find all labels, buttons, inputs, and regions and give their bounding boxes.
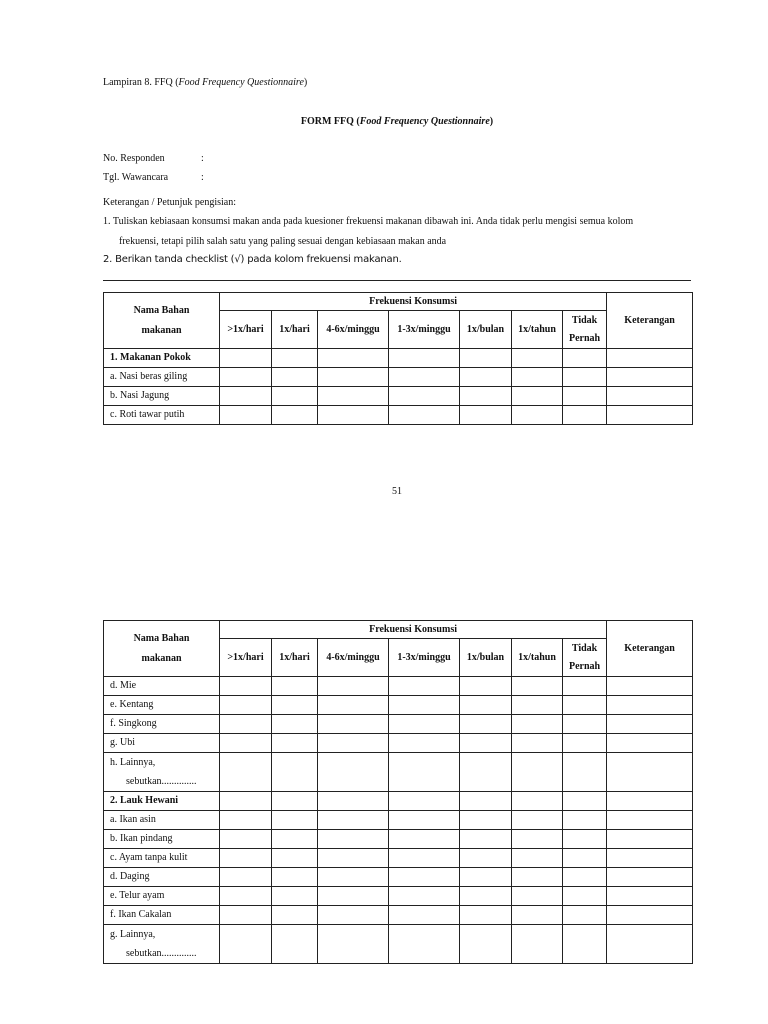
table-row (104, 734, 693, 753)
frequency-check-cell[interactable] (563, 387, 607, 406)
table-row (104, 868, 693, 887)
food-item-label (104, 406, 220, 425)
freq-col-header: 1-3x/minggu (389, 639, 460, 677)
frequency-check-cell[interactable] (318, 868, 389, 887)
item-header (104, 293, 220, 349)
notes-cell[interactable] (607, 753, 693, 792)
frequency-check-cell[interactable] (512, 753, 563, 792)
food-item-label (104, 368, 220, 387)
food-item-text: b. Nasi Jagung (110, 390, 170, 401)
frequency-check-cell[interactable] (512, 868, 563, 887)
frequency-check-cell[interactable] (318, 925, 389, 964)
food-item-label (104, 887, 220, 906)
frequency-check-cell[interactable] (389, 406, 460, 425)
notes-cell[interactable] (607, 696, 693, 715)
food-item-text: 2. Lauk Hewani (110, 795, 179, 806)
table-row (104, 830, 693, 849)
item-header-line2: makanan (141, 324, 182, 336)
frequency-check-cell[interactable] (563, 349, 607, 368)
frequency-check-cell[interactable] (318, 677, 389, 696)
table-row (104, 406, 693, 425)
frequency-check-cell[interactable] (318, 906, 389, 925)
frequency-check-cell[interactable] (563, 906, 607, 925)
attachment-prefix: Lampiran 8. FFQ ( (103, 77, 179, 88)
frequency-check-cell[interactable] (563, 868, 607, 887)
notes-cell[interactable] (607, 734, 693, 753)
frequency-check-cell[interactable] (563, 406, 607, 425)
notes-cell[interactable] (607, 868, 693, 887)
frequency-group-header: Frekuensi Konsumsi (220, 621, 607, 639)
food-item-label (104, 811, 220, 830)
freq-col-header: >1x/hari (220, 639, 272, 677)
frequency-check-cell[interactable] (389, 734, 460, 753)
item-header-line1: Nama Bahan (133, 304, 190, 316)
frequency-check-cell[interactable] (272, 368, 318, 387)
table-row (104, 715, 693, 734)
frequency-check-cell[interactable] (272, 734, 318, 753)
instruction-1-line1: 1. Tuliskan kebiasaan konsumsi makan anda pada kuesioner frekuensi makanan dibawah ini. Anda tidak perlu mengisi semua kolom (103, 216, 634, 227)
frequency-check-cell[interactable] (318, 696, 389, 715)
freq-col-header: 1x/hari (272, 639, 318, 677)
frequency-check-cell[interactable] (318, 887, 389, 906)
notes-cell[interactable] (607, 677, 693, 696)
frequency-check-cell[interactable] (563, 849, 607, 868)
frequency-check-cell[interactable] (318, 387, 389, 406)
food-item-text: 1. Makanan Pokok (110, 352, 191, 363)
food-item-label (104, 715, 220, 734)
notes-cell[interactable] (607, 387, 693, 406)
table-row (104, 368, 693, 387)
frequency-check-cell[interactable] (512, 715, 563, 734)
food-item-label (104, 906, 220, 925)
frequency-check-cell[interactable] (460, 368, 512, 387)
frequency-check-cell[interactable] (512, 830, 563, 849)
food-item-text: d. Daging (110, 871, 150, 882)
table-row (104, 925, 693, 964)
frequency-check-cell[interactable] (460, 677, 512, 696)
frequency-check-cell[interactable] (272, 887, 318, 906)
food-item-label (104, 696, 220, 715)
frequency-check-cell[interactable] (512, 792, 563, 811)
food-item-text: c. Roti tawar putih (110, 409, 185, 420)
frequency-check-cell[interactable] (460, 792, 512, 811)
respondent-colon: : (201, 153, 204, 164)
frequency-check-cell[interactable] (460, 830, 512, 849)
freq-col-header: 1x/bulan (460, 311, 512, 349)
frequency-check-cell[interactable] (563, 830, 607, 849)
frequency-check-cell[interactable] (318, 715, 389, 734)
frequency-check-cell[interactable] (460, 349, 512, 368)
notes-cell[interactable] (607, 849, 693, 868)
food-item-label (104, 734, 220, 753)
frequency-check-cell[interactable] (318, 349, 389, 368)
notes-cell[interactable] (607, 368, 693, 387)
frequency-check-cell[interactable] (272, 849, 318, 868)
food-item-text: b. Ikan pindang (110, 833, 173, 844)
item-header (104, 621, 220, 677)
food-item-text: a. Ikan asin (110, 814, 156, 825)
notes-cell[interactable] (607, 887, 693, 906)
frequency-check-cell[interactable] (272, 868, 318, 887)
never-header-line1: Tidak (571, 642, 598, 654)
frequency-check-cell[interactable] (512, 849, 563, 868)
frequency-check-cell[interactable] (272, 677, 318, 696)
freq-col-header: 4-6x/minggu (318, 639, 389, 677)
table-row (104, 677, 693, 696)
form-title-suffix: ) (489, 116, 494, 127)
frequency-check-cell[interactable] (512, 677, 563, 696)
notes-header: Keterangan (607, 621, 693, 677)
frequency-check-cell[interactable] (460, 406, 512, 425)
frequency-check-cell[interactable] (220, 830, 272, 849)
frequency-check-cell[interactable] (220, 734, 272, 753)
instruction-1-line2: frekuensi, tetapi pilih salah satu yang paling sesuai dengan kebiasaan makan anda (119, 236, 447, 247)
freq-col-header: 1x/bulan (460, 639, 512, 677)
table-row (104, 906, 693, 925)
notes-cell[interactable] (607, 906, 693, 925)
food-item-text: c. Ayam tanpa kulit (110, 852, 188, 863)
table-row (104, 753, 693, 792)
item-header-line1: Nama Bahan (133, 632, 190, 644)
frequency-check-cell[interactable] (460, 849, 512, 868)
frequency-check-cell[interactable] (389, 387, 460, 406)
frequency-check-cell[interactable] (389, 715, 460, 734)
attachment-label (103, 77, 307, 89)
frequency-check-cell[interactable] (389, 925, 460, 964)
food-item-label (104, 830, 220, 849)
notes-cell[interactable] (607, 830, 693, 849)
notes-cell[interactable] (607, 792, 693, 811)
frequency-check-cell[interactable] (272, 406, 318, 425)
frequency-check-cell[interactable] (512, 696, 563, 715)
frequency-check-cell[interactable] (389, 906, 460, 925)
food-item-text: f. Ikan Cakalan (110, 909, 172, 920)
food-item-label (104, 387, 220, 406)
frequency-check-cell[interactable] (460, 811, 512, 830)
frequency-check-cell[interactable] (389, 792, 460, 811)
frequency-check-cell[interactable] (220, 696, 272, 715)
frequency-check-cell[interactable] (272, 792, 318, 811)
table-row (104, 696, 693, 715)
frequency-check-cell[interactable] (220, 387, 272, 406)
frequency-check-cell[interactable] (460, 734, 512, 753)
never-header (563, 639, 607, 677)
frequency-check-cell[interactable] (389, 368, 460, 387)
ffq-table-2 (103, 620, 693, 964)
frequency-check-cell[interactable] (318, 753, 389, 792)
frequency-check-cell[interactable] (220, 349, 272, 368)
food-item-text: g. Lainnya, (110, 929, 156, 940)
food-item-text: e. Telur ayam (110, 890, 165, 901)
frequency-check-cell[interactable] (389, 887, 460, 906)
frequency-check-cell[interactable] (272, 925, 318, 964)
food-item-text: a. Nasi beras giling (110, 371, 188, 382)
frequency-check-cell[interactable] (389, 349, 460, 368)
frequency-check-cell[interactable] (512, 349, 563, 368)
instructions-title: Keterangan / Petunjuk pengisian: (103, 197, 237, 208)
frequency-check-cell[interactable] (220, 887, 272, 906)
frequency-check-cell[interactable] (220, 849, 272, 868)
frequency-check-cell[interactable] (512, 811, 563, 830)
frequency-check-cell[interactable] (512, 734, 563, 753)
category-label (104, 792, 220, 811)
frequency-check-cell[interactable] (272, 830, 318, 849)
category-label (104, 349, 220, 368)
food-item-label (104, 925, 220, 964)
food-item-text-cont: sebutkan.............. (126, 776, 197, 787)
frequency-check-cell[interactable] (220, 906, 272, 925)
food-item-label (104, 849, 220, 868)
notes-cell[interactable] (607, 715, 693, 734)
frequency-check-cell[interactable] (318, 406, 389, 425)
never-header-line2: Pernah (568, 660, 601, 672)
notes-cell[interactable] (607, 349, 693, 368)
food-item-text: g. Ubi (110, 737, 135, 748)
frequency-check-cell[interactable] (563, 753, 607, 792)
notes-cell[interactable] (607, 406, 693, 425)
frequency-check-cell[interactable] (318, 792, 389, 811)
frequency-check-cell[interactable] (563, 368, 607, 387)
frequency-check-cell[interactable] (272, 387, 318, 406)
table-row (104, 811, 693, 830)
frequency-check-cell[interactable] (272, 906, 318, 925)
freq-col-header: 1x/tahun (512, 639, 563, 677)
frequency-check-cell[interactable] (563, 734, 607, 753)
frequency-check-cell[interactable] (318, 368, 389, 387)
freq-col-header: 1x/tahun (512, 311, 563, 349)
notes-header: Keterangan (607, 293, 693, 349)
frequency-check-cell[interactable] (220, 811, 272, 830)
frequency-check-cell[interactable] (512, 887, 563, 906)
food-item-label (104, 868, 220, 887)
frequency-check-cell[interactable] (220, 406, 272, 425)
frequency-check-cell[interactable] (563, 677, 607, 696)
freq-col-header: 4-6x/minggu (318, 311, 389, 349)
frequency-check-cell[interactable] (272, 753, 318, 792)
never-header-line1: Tidak (571, 314, 598, 326)
frequency-check-cell[interactable] (389, 849, 460, 868)
attachment-suffix: ) (303, 77, 308, 88)
frequency-check-cell[interactable] (318, 830, 389, 849)
frequency-check-cell[interactable] (389, 868, 460, 887)
frequency-check-cell[interactable] (460, 753, 512, 792)
freq-col-header: 1x/hari (272, 311, 318, 349)
frequency-group-header: Frekuensi Konsumsi (220, 293, 607, 311)
never-header-line2: Pernah (568, 332, 601, 344)
frequency-check-cell[interactable] (512, 387, 563, 406)
frequency-check-cell[interactable] (318, 811, 389, 830)
instruction-2: 2. Berikan tanda checklist (√) pada kolom frekuensi makanan. (103, 254, 402, 265)
frequency-check-cell[interactable] (460, 696, 512, 715)
food-item-text-cont: sebutkan.............. (126, 948, 197, 959)
ffq-table-1 (103, 292, 693, 425)
notes-cell[interactable] (607, 811, 693, 830)
frequency-check-cell[interactable] (563, 887, 607, 906)
frequency-check-cell[interactable] (220, 792, 272, 811)
frequency-check-cell[interactable] (389, 753, 460, 792)
frequency-check-cell[interactable] (272, 715, 318, 734)
frequency-check-cell[interactable] (563, 715, 607, 734)
food-item-label (104, 677, 220, 696)
frequency-check-cell[interactable] (272, 696, 318, 715)
frequency-check-cell[interactable] (563, 696, 607, 715)
frequency-check-cell[interactable] (460, 868, 512, 887)
frequency-check-cell[interactable] (272, 811, 318, 830)
interview-date-colon: : (201, 172, 204, 183)
frequency-check-cell[interactable] (272, 349, 318, 368)
frequency-check-cell[interactable] (389, 677, 460, 696)
table-row (104, 387, 693, 406)
form-title-italic: Food Frequency Questionnaire (359, 116, 490, 127)
frequency-check-cell[interactable] (563, 925, 607, 964)
attachment-italic: Food Frequency Questionnaire (178, 77, 304, 88)
form-title (0, 116, 768, 128)
frequency-check-cell[interactable] (460, 715, 512, 734)
frequency-check-cell[interactable] (220, 868, 272, 887)
item-header-line2: makanan (141, 652, 182, 664)
table-row (104, 849, 693, 868)
frequency-check-cell[interactable] (318, 849, 389, 868)
frequency-check-cell[interactable] (460, 906, 512, 925)
frequency-check-cell[interactable] (389, 830, 460, 849)
frequency-check-cell[interactable] (220, 753, 272, 792)
never-header (563, 311, 607, 349)
food-item-text: f. Singkong (110, 718, 157, 729)
frequency-check-cell[interactable] (563, 792, 607, 811)
page-number: 51 (392, 486, 402, 497)
food-item-text: e. Kentang (110, 699, 154, 710)
frequency-check-cell[interactable] (512, 925, 563, 964)
frequency-check-cell[interactable] (220, 715, 272, 734)
freq-col-header: >1x/hari (220, 311, 272, 349)
frequency-check-cell[interactable] (563, 811, 607, 830)
frequency-check-cell[interactable] (512, 906, 563, 925)
food-item-text: h. Lainnya, (110, 757, 156, 768)
interview-date-label: Tgl. Wawancara (103, 172, 169, 183)
frequency-check-cell[interactable] (389, 696, 460, 715)
frequency-check-cell[interactable] (460, 925, 512, 964)
notes-cell[interactable] (607, 925, 693, 964)
frequency-check-cell[interactable] (220, 925, 272, 964)
frequency-check-cell[interactable] (220, 368, 272, 387)
food-item-label (104, 753, 220, 792)
respondent-label: No. Responden (103, 153, 165, 164)
frequency-check-cell[interactable] (389, 811, 460, 830)
food-item-text: d. Mie (110, 680, 137, 691)
frequency-check-cell[interactable] (318, 734, 389, 753)
frequency-check-cell[interactable] (512, 406, 563, 425)
frequency-check-cell[interactable] (220, 677, 272, 696)
form-title-prefix: FORM FFQ ( (300, 116, 360, 127)
freq-col-header: 1-3x/minggu (389, 311, 460, 349)
frequency-check-cell[interactable] (512, 368, 563, 387)
frequency-check-cell[interactable] (460, 387, 512, 406)
table-row (104, 792, 693, 811)
frequency-check-cell[interactable] (460, 887, 512, 906)
table-row (104, 887, 693, 906)
divider-line (103, 280, 691, 281)
table-row (104, 349, 693, 368)
